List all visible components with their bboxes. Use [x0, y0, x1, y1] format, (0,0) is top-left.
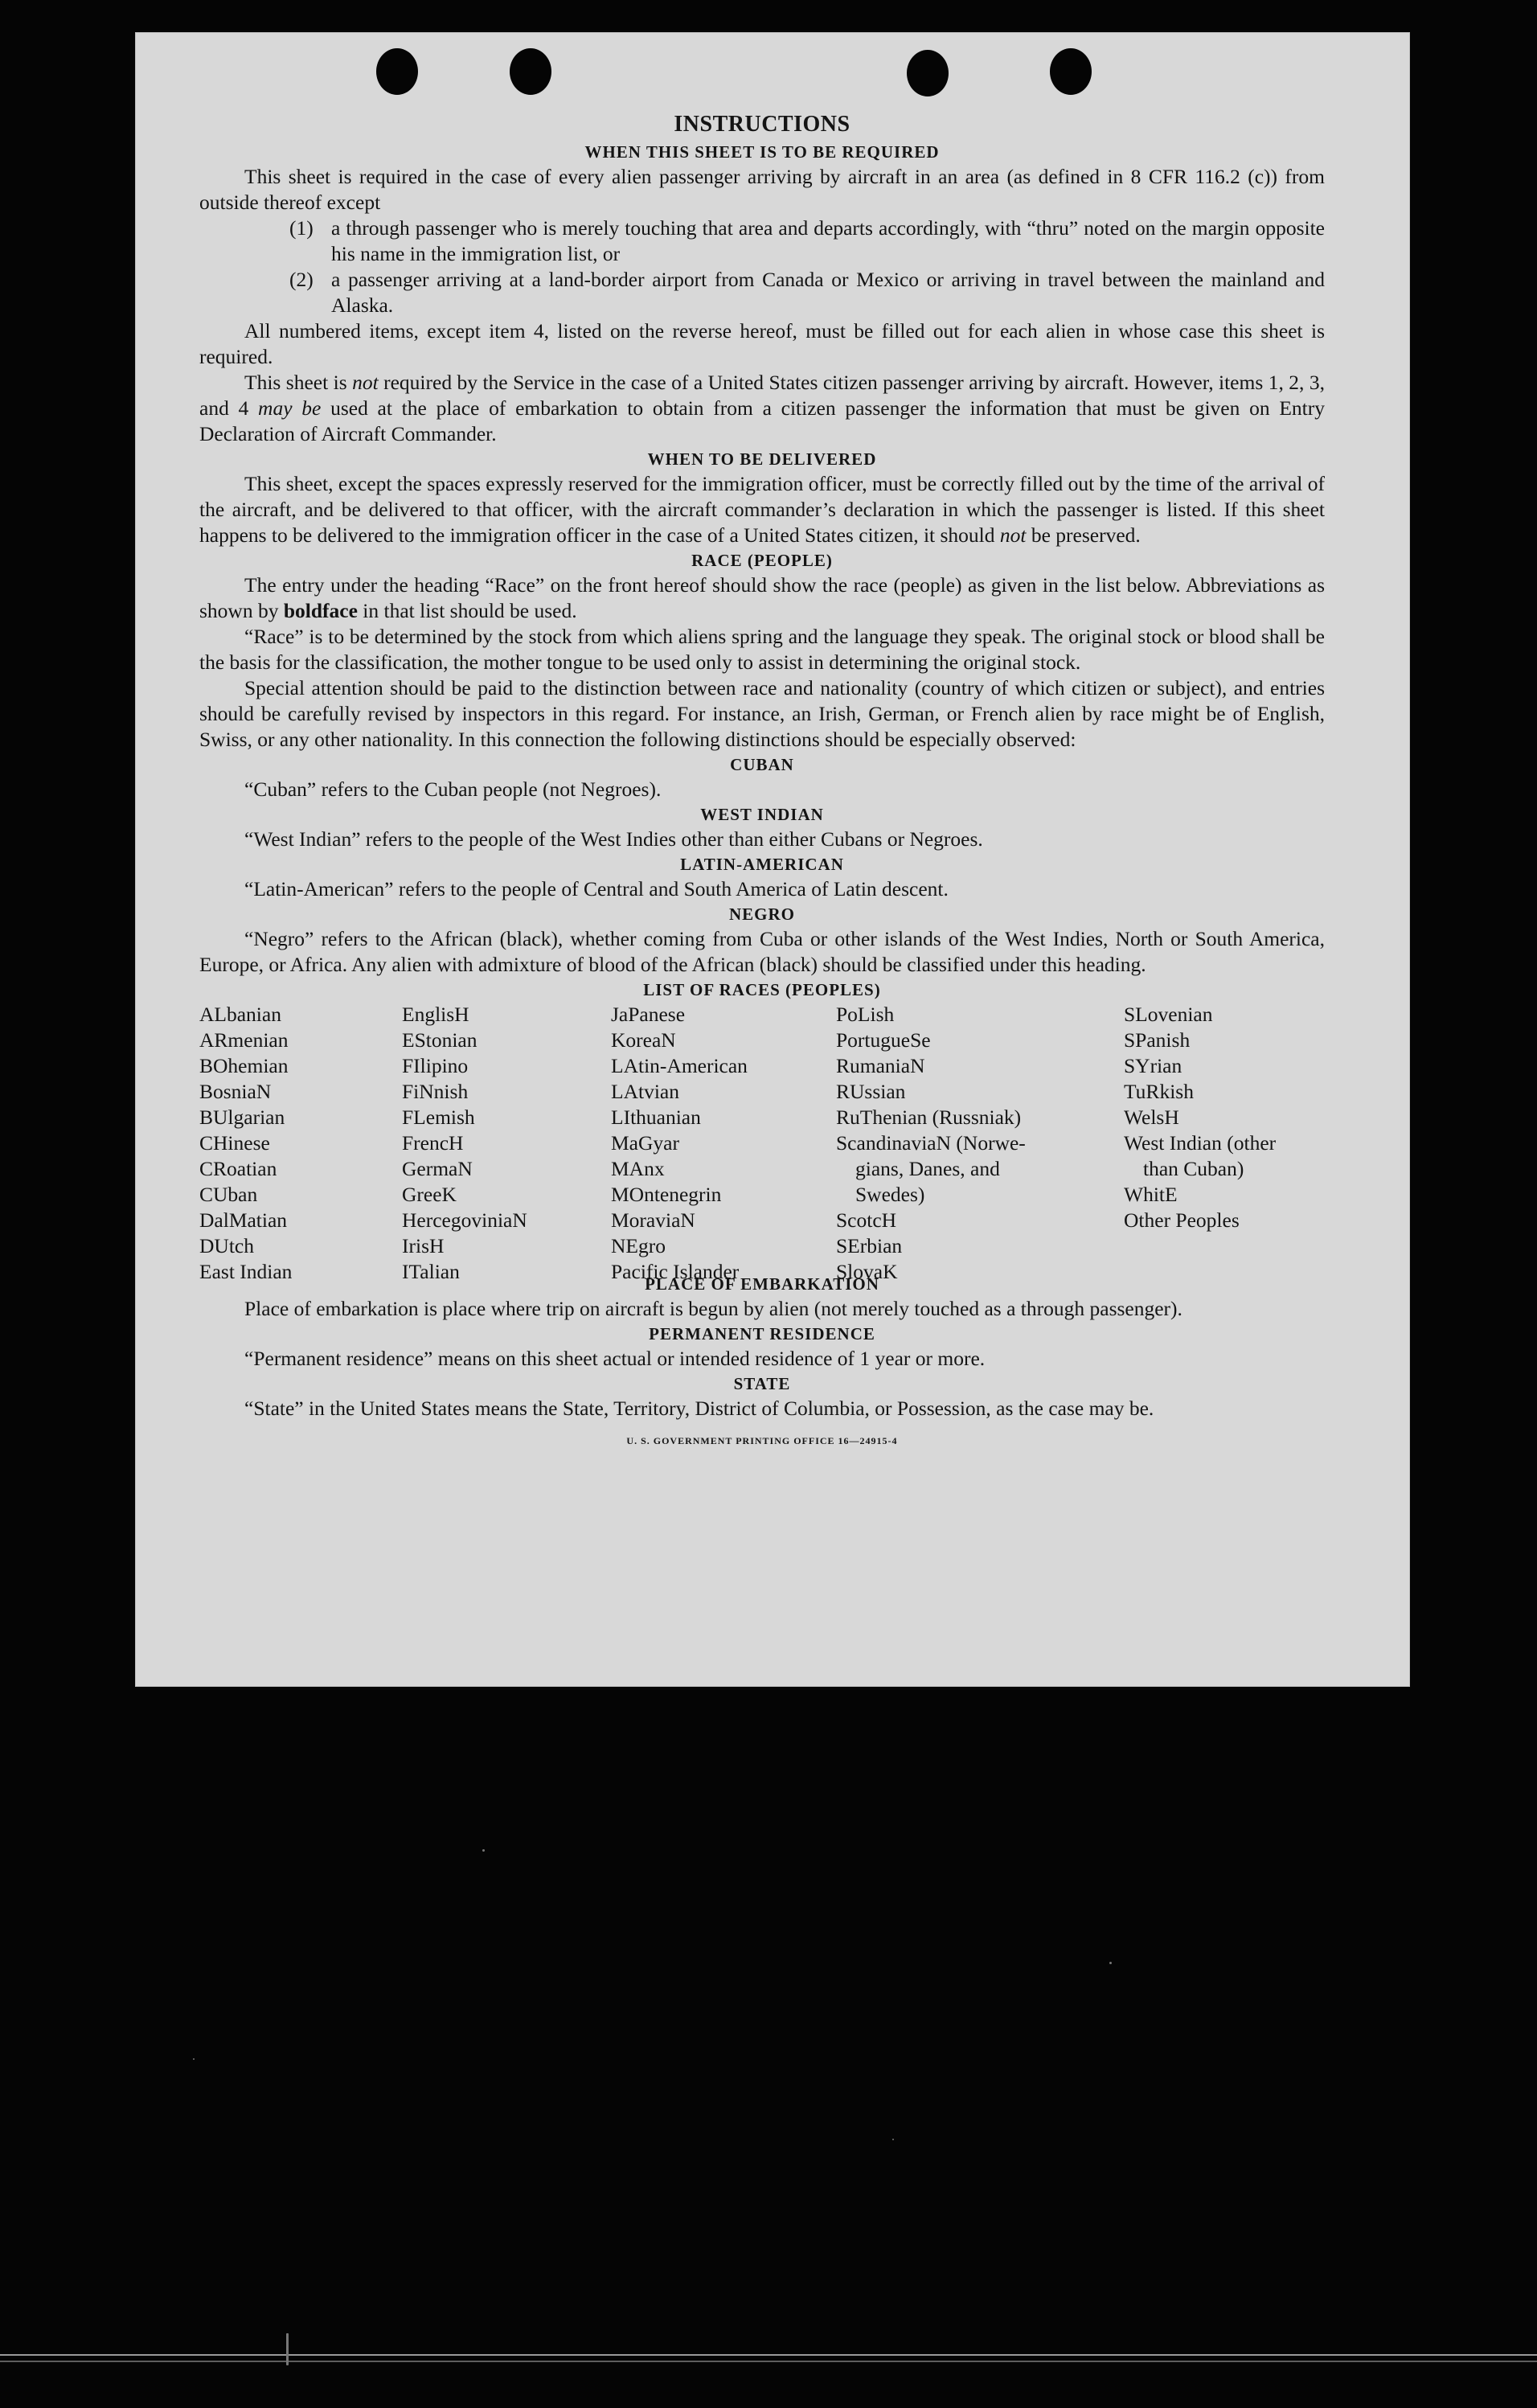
race-entry: East Indian	[199, 1260, 293, 1283]
race-entry: CUban	[199, 1183, 258, 1206]
paragraph-negro: “Negro” refers to the African (black), whether coming from Cuba or other islands of the West Indies, North or South America, Europe, or Africa. Any alien with admixture of blood of the African (black) should be classified under this heading.	[199, 927, 1325, 976]
race-entry: than Cuban)	[1143, 1157, 1244, 1180]
printer-imprint: U. S. GOVERNMENT PRINTING OFFICE 16—24915-4	[626, 1435, 898, 1446]
item-number: (1)	[289, 216, 314, 240]
paragraph-race-3: Special attention should be paid to the distinction between race and nationality (country of which citizen or subject), and entries should be carefully revised by inspectors in this regard. For instance, an Irish, German, or French alien by race might be of English, Swiss, or any other nationality. In this connection the following distinctions should be especially observed:	[199, 676, 1325, 751]
race-entry: RuThenian (Russniak)	[836, 1106, 1022, 1129]
race-entry: ScandinaviaN (Norwe-	[836, 1131, 1026, 1155]
race-entry: ARmenian	[199, 1028, 289, 1052]
race-entry: FiNnish	[402, 1080, 469, 1103]
paragraph-citizen	[199, 370, 1325, 447]
scan-speck	[286, 2333, 289, 2365]
list-item	[199, 267, 1325, 318]
page-title: INSTRUCTIONS	[674, 112, 850, 137]
scan-speck	[482, 1849, 485, 1852]
paragraph-state: “State” in the United States means the State, Territory, District of Columbia, or Possession, as the case may be.	[244, 1397, 1154, 1420]
race-entry: FrencH	[402, 1131, 464, 1155]
race-entry: DalMatian	[199, 1208, 288, 1232]
race-entry: WelsH	[1124, 1106, 1179, 1129]
paragraph-race-1	[199, 572, 1325, 624]
section-heading-race: RACE (PEOPLE)	[691, 551, 833, 570]
race-entry: RUssian	[836, 1080, 906, 1103]
paragraph-race-2: “Race” is to be determined by the stock from which aliens spring and the language they speak. The original stock or blood shall be the basis for the classification, the mother tongue to be used only to assist in determining the original stock.	[199, 625, 1325, 674]
race-entry: WhitE	[1124, 1183, 1178, 1206]
race-entry: SYrian	[1124, 1054, 1182, 1077]
text-run: be preserved.	[1026, 523, 1141, 547]
race-entry: SlovaK	[836, 1260, 898, 1283]
paragraph-required: This sheet is required in the case of every alien passenger arriving by aircraft in an area (as defined in 8 CFR 116.2 (c)) from outside thereof except	[199, 165, 1325, 214]
race-entry: JaPanese	[611, 1003, 686, 1026]
race-entry: MoraviaN	[611, 1208, 695, 1232]
race-column-5	[1124, 1002, 1276, 1233]
paragraph-delivered	[199, 471, 1325, 548]
section-heading-required: WHEN THIS SHEET IS TO BE REQUIRED	[584, 142, 940, 162]
section-heading-negro: NEGRO	[728, 905, 795, 924]
race-entry: BosniaN	[199, 1080, 272, 1103]
paragraph-numbered-items: All numbered items, except item 4, listed on the reverse hereof, must be filled out for each alien in whose case this sheet is required.	[199, 319, 1325, 368]
race-entry: GreeK	[402, 1183, 457, 1206]
section-heading-embarkation: PLACE OF EMBARKATION	[645, 1274, 879, 1294]
race-column-3	[611, 1002, 748, 1285]
race-entry: West Indian (other	[1124, 1131, 1277, 1155]
race-entry: ALbanian	[199, 1003, 281, 1026]
document-page	[135, 32, 1410, 1687]
race-entry: RumaniaN	[836, 1054, 925, 1077]
text-run: The entry under the heading “Race” on the front hereof should show the race (people) as given in the list below. Abbreviations as shown by	[199, 573, 1325, 622]
scan-speck	[1109, 1962, 1112, 1964]
race-entry: MaGyar	[611, 1131, 679, 1155]
race-entry: LAtin-American	[611, 1054, 748, 1077]
section-heading-delivered: WHEN TO BE DELIVERED	[647, 449, 877, 469]
race-entry: BUlgarian	[199, 1106, 285, 1129]
race-entry: DUtch	[199, 1234, 254, 1257]
scan-line	[0, 2361, 1537, 2362]
race-entry: Pacific Islander	[611, 1260, 740, 1283]
text-run: required by the Service in the case of a United States citizen passenger arriving by aircraft. However, items 1, 2, 3, and 4	[199, 371, 1325, 420]
punch-hole	[510, 48, 551, 95]
paragraph-west-indian: “West Indian” refers to the people of the West Indies other than either Cubans or Negroes.	[244, 827, 983, 851]
punch-hole	[376, 48, 418, 95]
race-entry: FLemish	[402, 1106, 475, 1129]
text-run: This sheet, except the spaces expressly reserved for the immigration officer, must be correctly filled out by the time of the arrival of the aircraft, and be delivered to that officer, with the aircraft commander’s declaration in which the passenger is listed. If this sheet happens to be delivered to the immigration officer in the case of a United States citizen, it should	[199, 472, 1325, 547]
paragraph-latin-american: “Latin-American” refers to the people of Central and South America of Latin descent.	[244, 877, 949, 900]
race-column-1	[199, 1002, 292, 1285]
race-entry: LIthuanian	[611, 1106, 701, 1129]
race-entry: Other Peoples	[1124, 1208, 1240, 1232]
race-entry: IrisH	[402, 1234, 445, 1257]
race-entry: PoLish	[836, 1003, 895, 1026]
punch-hole	[1050, 48, 1092, 95]
race-entry: LAtvian	[611, 1080, 679, 1103]
race-entry: GermaN	[402, 1157, 473, 1180]
race-entry: KoreaN	[611, 1028, 676, 1052]
scan-line	[0, 2354, 1537, 2356]
race-entry: MAnx	[611, 1157, 665, 1180]
paragraph-residence: “Permanent residence” means on this sheet actual or intended residence of 1 year or more.	[244, 1347, 986, 1370]
text-run: used at the place of embarkation to obtain from a citizen passenger the information that must be given on Entry Declaration of Aircraft Commander.	[199, 396, 1325, 445]
scan-speck	[892, 2139, 894, 2140]
item-text: a passenger arriving at a land-border airport from Canada or Mexico or arriving in travel between the mainland and Alaska.	[331, 268, 1325, 317]
race-entry: BOhemian	[199, 1054, 289, 1077]
section-heading-cuban: CUBAN	[730, 755, 794, 774]
race-entry: CRoatian	[199, 1157, 277, 1180]
race-entry: SPanish	[1124, 1028, 1191, 1052]
race-entry: TuRkish	[1124, 1080, 1194, 1103]
paragraph-embarkation: Place of embarkation is place where trip on aircraft is begun by alien (not merely touched as a through passenger).	[244, 1297, 1182, 1320]
race-entry: EStonian	[402, 1028, 477, 1052]
emphasis: may be	[258, 396, 322, 420]
race-entry: Swedes)	[855, 1183, 925, 1206]
race-entry: ScotcH	[836, 1208, 897, 1232]
race-entry: CHinese	[199, 1131, 270, 1155]
item-text: a through passenger who is merely touching that area and departs accordingly, with “thru” noted on the margin opposite his name in the immigration list, or	[331, 216, 1325, 265]
section-heading-residence: PERMANENT RESIDENCE	[649, 1324, 875, 1343]
race-entry: PortugueSe	[836, 1028, 931, 1052]
section-heading-race-list: LIST OF RACES (PEOPLES)	[643, 980, 881, 999]
race-entry: SErbian	[836, 1234, 903, 1257]
punch-hole	[907, 50, 949, 96]
race-entry: EnglisH	[402, 1003, 469, 1026]
section-heading-west-indian: WEST INDIAN	[700, 805, 824, 824]
emphasis: not	[999, 523, 1027, 547]
paragraph-cuban: “Cuban” refers to the Cuban people (not Negroes).	[244, 777, 662, 801]
instructions-body	[199, 109, 1325, 1454]
race-entry: ITalian	[402, 1260, 460, 1283]
section-heading-state: STATE	[733, 1374, 791, 1393]
race-entry: HercegoviniaN	[402, 1208, 527, 1232]
item-number: (2)	[289, 268, 314, 291]
text-run: in that list should be used.	[357, 599, 577, 622]
race-column-2	[402, 1002, 527, 1285]
race-list	[199, 1002, 1325, 1283]
list-item	[199, 215, 1325, 267]
race-column-4	[836, 1002, 1026, 1285]
race-entry: MOntenegrin	[611, 1183, 722, 1206]
race-entry: NEgro	[611, 1234, 666, 1257]
race-entry: SLovenian	[1124, 1003, 1213, 1026]
emphasis: not	[352, 371, 379, 394]
bold-text: boldface	[283, 599, 358, 622]
race-entry: gians, Danes, and	[855, 1157, 1000, 1180]
section-heading-latin-american: LATIN-AMERICAN	[680, 855, 844, 874]
scan-speck	[193, 2058, 195, 2060]
text-run: This sheet is	[244, 371, 353, 394]
race-entry: FIlipino	[402, 1054, 469, 1077]
